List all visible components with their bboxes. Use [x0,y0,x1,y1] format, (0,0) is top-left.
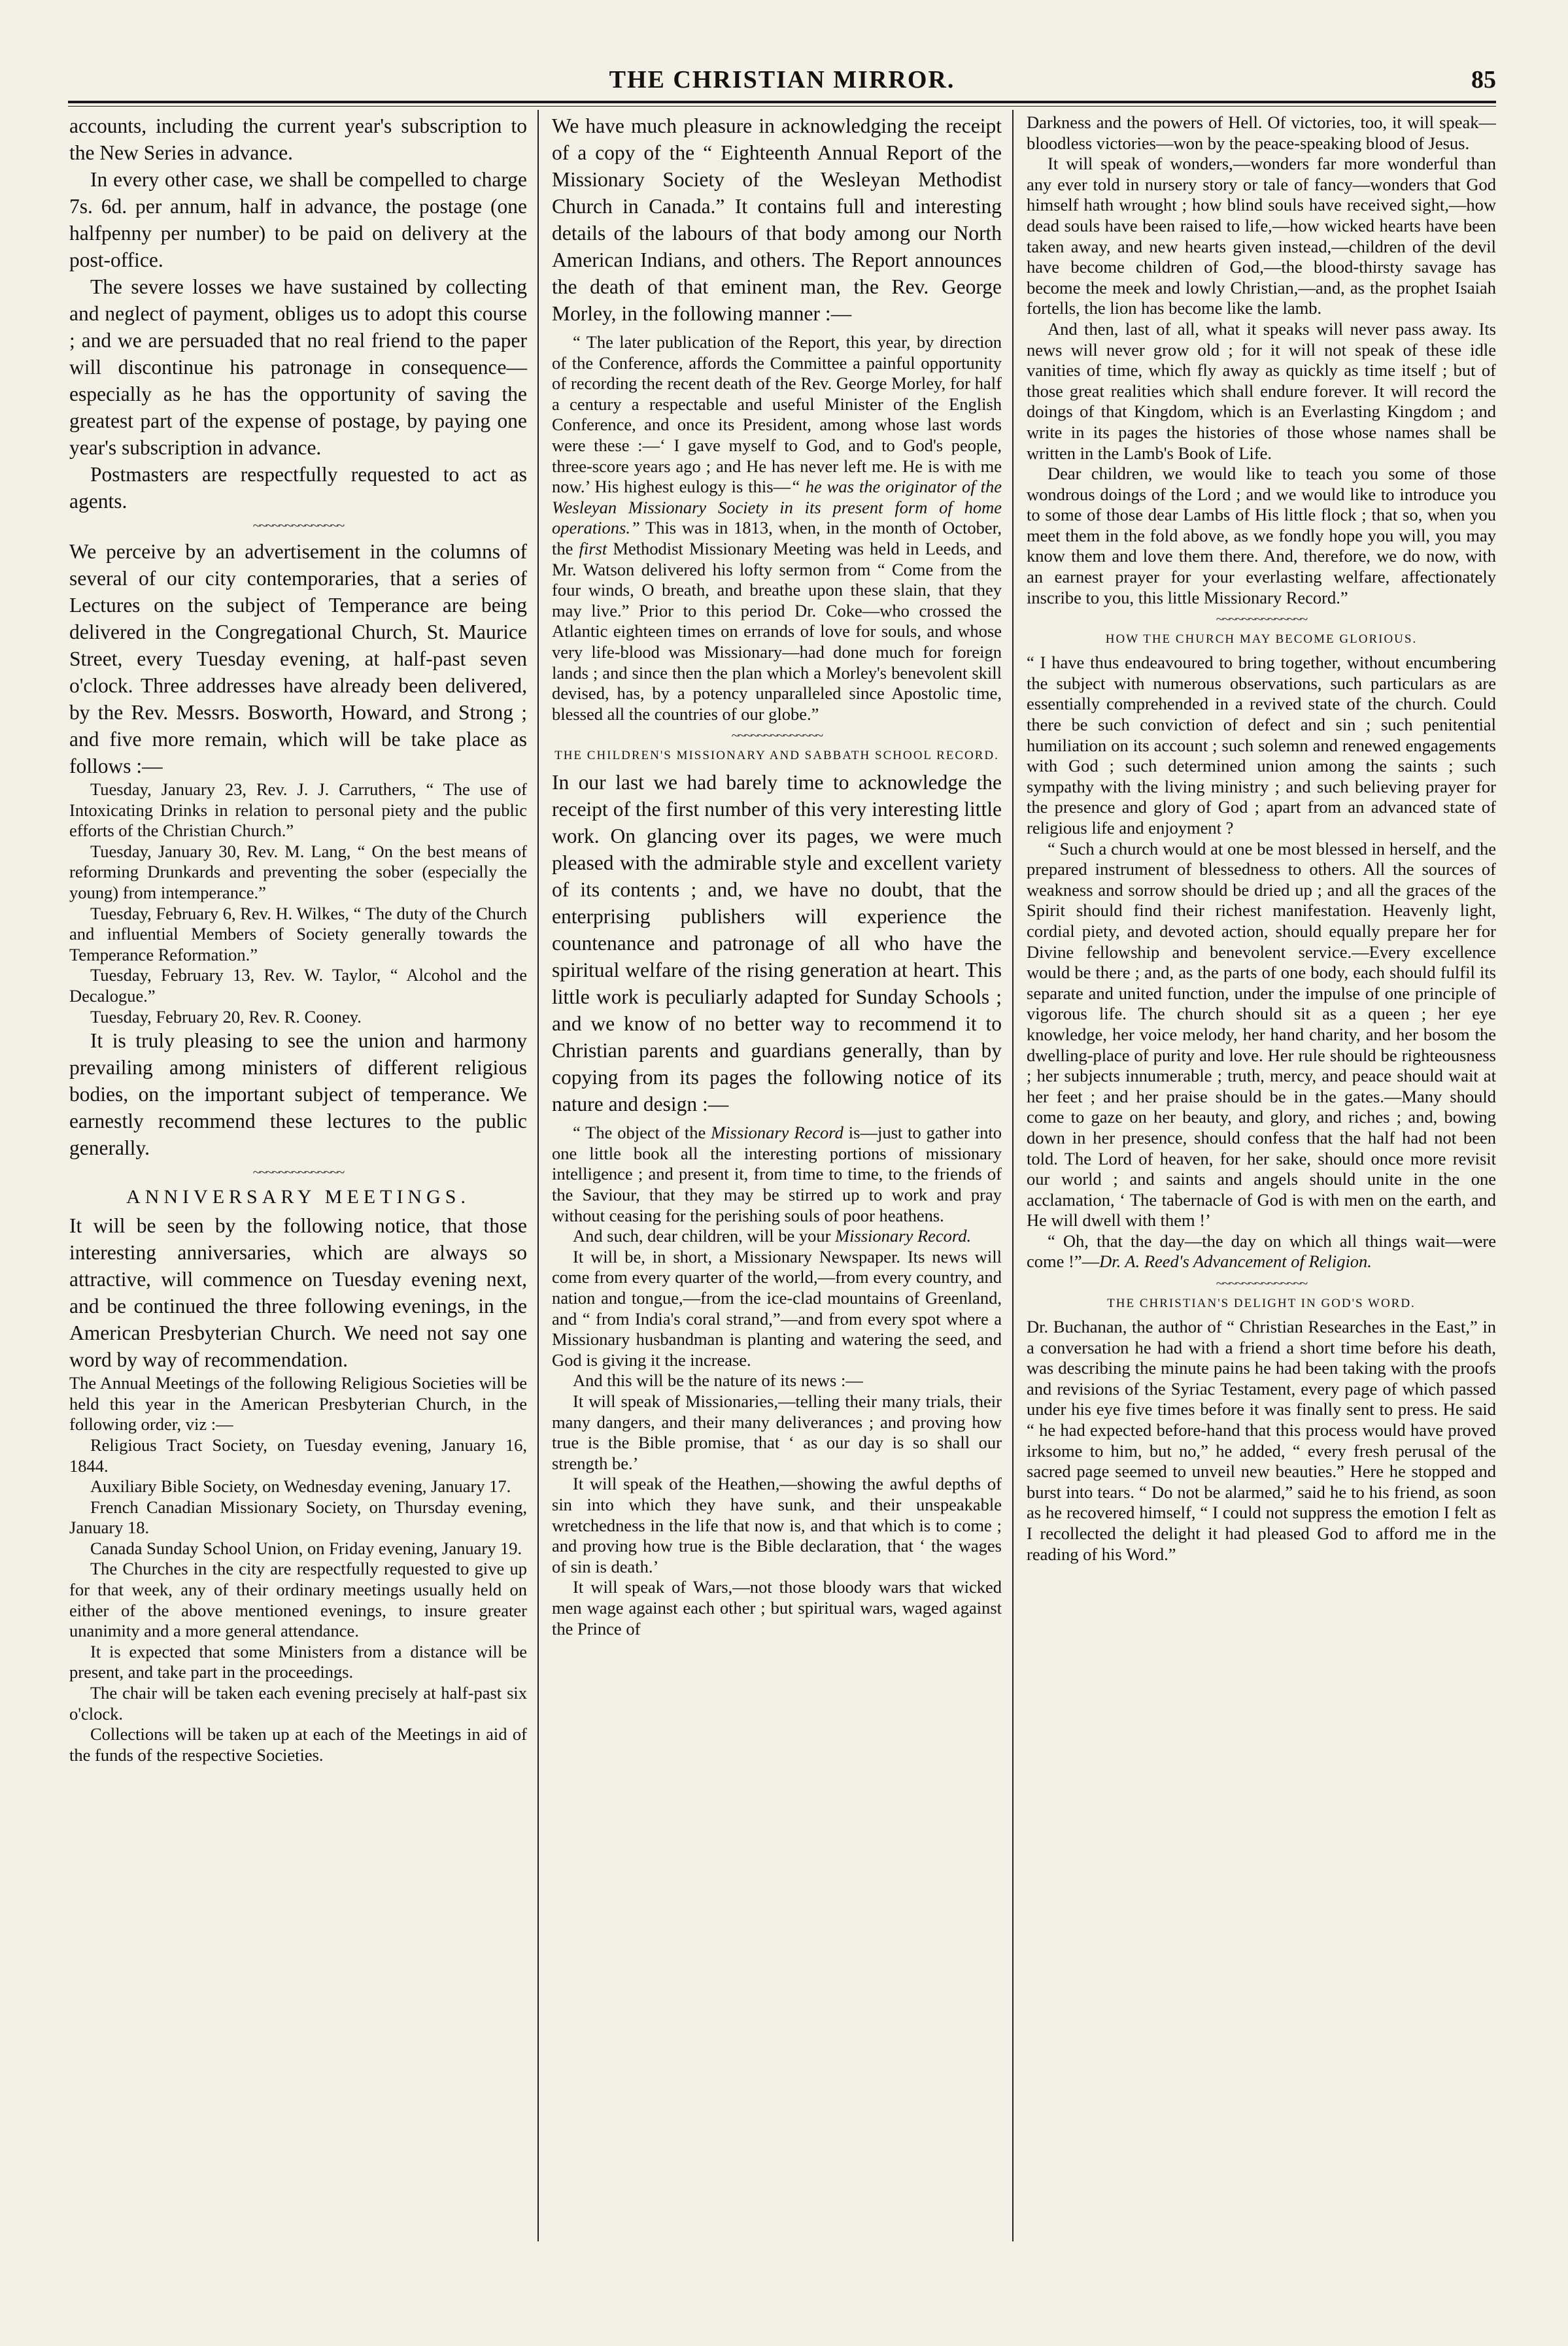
collections-paragraph: Collections will be taken up at each of the Meetings in aid of the funds of the respective Societies. [69,1724,527,1765]
churches-paragraph: The Churches in the city are respectfully requested to give up for that week, any of their ordinary meetings usually held on either of the above mentioned evenings, to insure greater unanimity and a more general attendance. [69,1559,527,1641]
buchanan-paragraph: Dr. Buchanan, the author of “ Christian Researches in the East,” in a conversation he had with a friend a short time before his death, was describing the minute pains he had been taking with the proofs and revisions of the Syriac Testament, every page of which passed under his eye five times before it was finally sent to press. He said “ he had expected before-hand that this process would have proved irksome to him, but no,” he added, “ every fresh perusal of the sacred page seemed to unveil new beauties.” Here he stopped and burst into tears. “ Do not be alarmed,” said he to his friend, as soon as he recovered himself, “ I could not suppress the emotion I felt as I recollected the delight it had pleased God to afford me in the reading of his Word.” [1027,1317,1496,1564]
wavy-separator: ~~~~~~~~~~~~~~ [252,517,344,534]
anniversary-paragraph: It will be seen by the following notice, that those interesting anniversaries, which are always so attractive, will commence on Tuesday evening next, and be continued the three following evenings, in the American Presbyterian Church. We need not say one word by way of recommendation. [69,1214,527,1372]
lecture-item: Tuesday, February 6, Rev. H. Wilkes, “ The duty of the Church and influential Members of Society generally towards the Temperance Reformation.” [69,903,527,964]
section-heading: HOW THE CHURCH MAY BECOME GLORIOUS. [1105,632,1418,647]
record-quote-continued: Darkness and the powers of Hell. Of victories, too, it will speak—bloodless victories—won by the peace-speaking blood of Jesus. [1027,112,1496,153]
charge-paragraph: In every other case, we shall be compelled to charge 7s. 6d. per annum, half in advance, the postage (one halfpenny per number) to be paid on delivery at the post-office. [69,168,527,271]
record-quote-continued: It will speak of wonders,—wonders far more wonderful than any ever told in nursery story or tale of fancy—wonders that God himself hath wrought ; how blind souls have received sight,—how dead souls have been raised to life,—how wicked hearts have been taken away, and new hearts given instead,—children of the devil have become children of God,—the blood-thirsty savage has become the meek and lowly Christian,—and, as the prophet Isaiah fortells, the lion has become like the lamb. [1027,154,1496,318]
missionary-report-paragraph: We have much pleasure in acknowledging the receipt of a copy of the “ Eighteenth Annual Report of the Missionary Society of the Wesleyan Methodist Church in Canada.” It contains full and interesting details of the labours of that body among our North American Indians, and others. The Report announces the death of that eminent man, the Rev. George Morley, in the following manner :— [552,114,1002,325]
record-quote-continued: Dear children, we would like to teach you some of those wondrous doings of the Lord ; and we would like to introduce you to some of those dear Lambs of His little flock ; that so, when you meet them in the fold above, as we fondly hope you will, you may know them and love them there. And, therefore, we do now, with an earnest prayer for your everlasting welfare, affectionately inscribe to you, this little Missionary Record.” [1027,464,1496,607]
page-header [68,65,1496,105]
record-quote: It will speak of Missionaries,—telling their many trials, their many dangers, and their many deliverances ; and proving how true is the Bible promise, that ‘ as our day is so shall our strength be.’ [552,1391,1002,1473]
wavy-separator: ~~~~~~~~~~~~~~ [1216,1275,1307,1292]
meeting-item: French Canadian Missionary Society, on Thursday evening, January 18. [69,1497,527,1538]
wavy-separator: ~~~~~~~~~~~~~~ [731,727,823,744]
ministers-paragraph: It is expected that some Ministers from a distance will be present, and take part in the proceedings. [69,1641,527,1682]
morley-quote: “ The later publication of the Report, this year, by direction of the Conference, affords the Committee a painful opportunity of recording the recent death of the Rev. George Morley, for half a century a respectable and useful Minister of the English Conference, and once its President, among whose last words were these :—‘ I gave myself to God, and to God's people, three-score years ago ; and He has never left me. He is with me now.’ His highest eulogy is this—“ he was the originator of the Wesleyan Missionary Society in its present form of home operations.” This was in 1813, when, in the month of October, the first Methodist Missionary Meeting was held in Leeds, and Mr. Watson delivered his lofty sermon from “ Come from the four winds, O breath, and breathe upon these slain, that they may live.” Prior to this period Dr. Coke—who crossed the Atlantic eighteen times on errands of love for souls, and whose very life-blood was Missionary—had done much for foreign lands ; and since then the plan which a Morley's benevolent skill devised, has, by a potency unparalleled since Apostolic time, blessed all the countries of our globe.” [552,332,1002,724]
header-rule-thin [68,106,1496,107]
record-quote: It will speak of Wars,—not those bloody wars that wicked men wage against each other ; but spiritual wars, waged against the Prince of [552,1577,1002,1639]
header-rule [68,101,1496,103]
losses-paragraph: The severe losses we have sustained by collecting and neglect of payment, obliges us to adopt this course ; and we are persuaded that no real friend to the paper will discontinue his patronage in consequence—especially as he has the opportunity of saving the greatest part of the expense of postage, by paying one year's subscription in advance. [69,275,527,459]
masthead-title: THE CHRISTIAN MIRROR. [609,66,955,94]
glorious-church-paragraph: “ Such a church would at one be most blessed in herself, and the prepared instrument of blessedness to others. All the sources of weakness and sorrow should be dried up ; and all the graces of the Spirit should find their richest manifestation. Heavenly light, cordial piety, and devoted action, should equally prepare her for Divine fellowship and benevolent service.—Every excellence would be there ; and, as the parts of one body, each should fulfil its separate and united function, under the impulse of one principle of vigorous life. The church should sit as a queen ; her eye knowledge, her voice melody, her hand charity, and her bosom the dwelling-place of purity and love. Her rule should be righteousness ; her subjects innumerable ; truth, mercy, and peace should wait at her feet ; and her praise should be in the gates.—Many should come to gaze on her beauty, and glory, and riches ; and, bowing down in her presence, should confess that the half had not been told. The Lord of heaven, for her sake, should once more revisit our world ; and saints and angels should unite in the one acclamation, ‘ The tabernacle of God is with men on the earth, and He will dwell with them !’ [1027,838,1496,1231]
meeting-item: Auxiliary Bible Society, on Wednesday evening, January 17. [90,1476,511,1497]
temperance-lectures-paragraph: We perceive by an advertisement in the columns of several of our city contemporaries, that a series of Lectures on the subject of Temperance are being delivered in the Congregational Church, St. Maurice Street, every Tuesday evening, at half-past seven o'clock. Three addresses have already been delivered, by the Rev. Messrs. Bosworth, Howard, and Strong ; and five more remain, which will be take place as follows :— [69,540,527,777]
meeting-item: Religious Tract Society, on Tuesday evening, January 16, 1844. [69,1435,527,1476]
lecture-item: Tuesday, February 20, Rev. R. Cooney. [90,1006,362,1027]
record-quote: “ The object of the Missionary Record is—just to gather into one little book all the interesting portions of missionary intelligence ; and present it, from time to time, to the friends of the Saviour, that they may be stirred up to work and pray without ceasing for the perishing souls of poor heathens. [552,1123,1002,1225]
glorious-church-paragraph: “ Oh, that the day—the day on which all things wait—were come !”—Dr. A. Reed's Advancement of Religion. [1027,1231,1496,1272]
wavy-separator: ~~~~~~~~~~~~~~ [252,1164,344,1181]
meeting-item: Canada Sunday School Union, on Friday evening, January 19. [90,1538,522,1558]
column-3 [1019,112,1496,2237]
subscription-paragraph: accounts, including the current year's subscription to the New Series in advance. [69,114,527,164]
lecture-item: Tuesday, January 30, Rev. M. Lang, “ On the best means of reforming Drunkards and preventing the sober (especially the young) from intemperance.” [69,841,527,902]
record-quote: It will be, in short, a Missionary Newspaper. Its news will come from every quarter of the world,—from every country, and nation and tongue,—from the ice-clad mountains of Greenland, and “ from India's coral strand,”—and from every spot where a Missionary husbandman is planting and watering the seed, and God is giving it the increase. [552,1246,1002,1370]
record-quote: And this will be the nature of its news :— [573,1370,863,1391]
anniversary-heading: ANNIVERSARY MEETINGS. [126,1186,470,1208]
glorious-church-paragraph: “ I have thus endeavoured to bring together, without encumbering the subject with numerous observations, such particulars as are essentially comprehended in a revived state of the church. Could there be such conviction of defect and sin ; such penitential humiliation on its account ; such solemn and renewed engagements with God ; such determined union among the saints ; such sympathy with the living ministry ; and such believing prayer for the presence and glory of God ; apart from an advanced state of religious life and enjoyment ? [1027,653,1496,838]
annual-meetings-paragraph: The Annual Meetings of the following Religious Societies will be held this year in the American Presbyterian Church, in the following order, viz :— [69,1373,527,1435]
postmasters-paragraph: Postmasters are respectfully requested to act as agents. [69,463,527,513]
record-quote: It will speak of the Heathen,—showing the awful depths of sin into which they have sunk, and their unspeakable wretchedness in the life that now is, and that which is to come ; and proving how true is the Bible declaration, that ‘ the wages of sin is death.’ [552,1474,1002,1576]
page-number: 85 [1471,66,1496,94]
lecture-item: Tuesday, January 23, Rev. J. J. Carruthers, “ The use of Intoxicating Drinks in relation to personal piety and the public efforts of the Christian Church.” [69,779,527,841]
column-1 [69,112,535,2237]
column-divider-1 [537,110,539,2241]
section-heading: THE CHRISTIAN'S DELIGHT IN GOD'S WORD. [1107,1297,1416,1311]
column-divider-2 [1012,110,1014,2241]
column-2 [544,112,1010,2237]
record-quote-continued: And then, last of all, what it speaks will never pass away. Its news will never grow old ; for it will not speak of these idle vanities of time, which fly away as quickly as time itself ; but of those great realities which shall endure forever. It will record the doings of that Kingdom, which is an Everlasting Kingdom ; and write in its pages the histories of those whose names shall be written in the Lamb's Book of Life. [1027,318,1496,463]
chair-paragraph: The chair will be taken each evening precisely at half-past six o'clock. [69,1683,527,1724]
union-paragraph: It is truly pleasing to see the union and harmony prevailing among ministers of different religious bodies, on the important subject of temperance. We earnestly recommend these lectures to the public generally. [69,1029,527,1160]
record-quote: And such, dear children, will be your Missionary Record. [573,1226,972,1246]
childrens-record-paragraph: In our last we had barely time to acknowledge the receipt of the first number of this very interesting little work. On glancing over its pages, we were much pleased with the admirable style and excellent variety of its contents ; and, we have no doubt, that the enterprising publishers will experience the countenance and patronage of all who have the spiritual welfare of the rising generation at heart. This little work is peculiarly adapted for Sunday Schools ; and we know of no better way to recommend it to Christian parents and guardians generally, than by copying from its pages the following notice of its nature and design :— [552,771,1002,1116]
wavy-separator: ~~~~~~~~~~~~~~ [1216,611,1307,628]
lecture-item: Tuesday, February 13, Rev. W. Taylor, “ Alcohol and the Decalogue.” [69,965,527,1006]
section-heading: THE CHILDREN'S MISSIONARY AND SABBATH SCHOOL RECORD. [554,749,999,763]
